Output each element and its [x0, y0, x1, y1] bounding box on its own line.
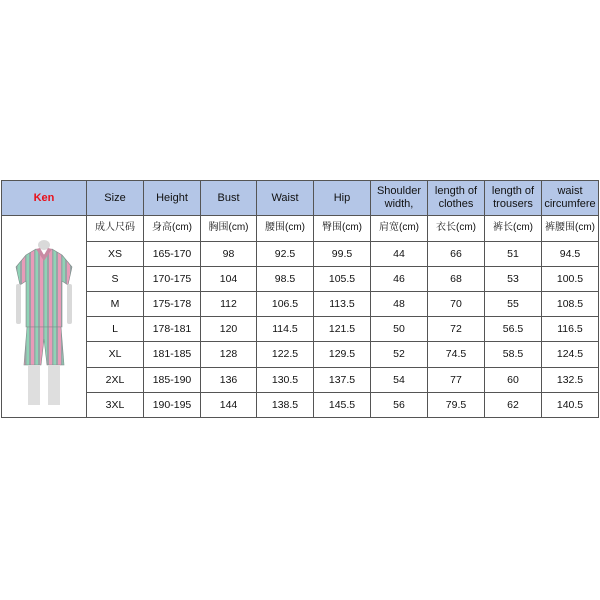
table-cell: 55 — [485, 291, 542, 316]
table-cell: 121.5 — [314, 317, 371, 342]
subheader-cell: 身高(cm) — [144, 216, 201, 241]
subheader-cell: 裤长(cm) — [485, 216, 542, 241]
table-cell: 51 — [485, 241, 542, 266]
table-cell: 58.5 — [485, 342, 542, 367]
table-cell: 94.5 — [542, 241, 599, 266]
table-cell: 72 — [428, 317, 485, 342]
table-row — [2, 342, 599, 367]
table-cell: 3XL — [87, 392, 144, 417]
table-cell: 165-170 — [144, 241, 201, 266]
table-cell: 92.5 — [257, 241, 314, 266]
table-cell: 99.5 — [314, 241, 371, 266]
table-cell: 137.5 — [314, 367, 371, 392]
table-cell: 175-178 — [144, 291, 201, 316]
table-row — [2, 291, 599, 316]
table-cell: 62 — [485, 392, 542, 417]
table-cell: 122.5 — [257, 342, 314, 367]
table-cell: 53 — [485, 266, 542, 291]
header-row — [2, 181, 599, 216]
header-cell: Size — [87, 181, 144, 216]
table-cell: 77 — [428, 367, 485, 392]
table-cell: 130.5 — [257, 367, 314, 392]
table-cell: 60 — [485, 367, 542, 392]
left-leg — [28, 365, 40, 405]
table-row — [2, 241, 599, 266]
table-cell: 46 — [371, 266, 428, 291]
subheader-row — [2, 216, 599, 241]
table-cell: 114.5 — [257, 317, 314, 342]
right-arm — [67, 284, 72, 324]
table-cell: 124.5 — [542, 342, 599, 367]
table-cell: S — [87, 266, 144, 291]
table-cell: 132.5 — [542, 367, 599, 392]
table-cell: XL — [87, 342, 144, 367]
table-cell: 145.5 — [314, 392, 371, 417]
table-cell: 68 — [428, 266, 485, 291]
table-cell: 120 — [201, 317, 257, 342]
table-cell: 136 — [201, 367, 257, 392]
subheader-cell: 胸围(cm) — [201, 216, 257, 241]
table-cell: 56 — [371, 392, 428, 417]
table-cell: 104 — [201, 266, 257, 291]
size-chart-table — [1, 180, 599, 418]
table-cell: 98.5 — [257, 266, 314, 291]
header-cell: Height — [144, 181, 201, 216]
header-cell: Hip — [314, 181, 371, 216]
table-cell: 54 — [371, 367, 428, 392]
product-image — [4, 227, 84, 407]
table-cell: 50 — [371, 317, 428, 342]
table-row — [2, 367, 599, 392]
table-cell: 129.5 — [314, 342, 371, 367]
table-cell: 105.5 — [314, 266, 371, 291]
subheader-cell: 成人尺码 — [87, 216, 144, 241]
table-row — [2, 317, 599, 342]
table-cell: 100.5 — [542, 266, 599, 291]
table-cell: 178-181 — [144, 317, 201, 342]
header-cell: Bust — [201, 181, 257, 216]
shorts — [24, 327, 64, 365]
left-arm — [16, 284, 21, 324]
table-cell: 138.5 — [257, 392, 314, 417]
table-cell: 112 — [201, 291, 257, 316]
header-cell: Waist — [257, 181, 314, 216]
table-cell: 113.5 — [314, 291, 371, 316]
table-cell: 79.5 — [428, 392, 485, 417]
table-cell: 66 — [428, 241, 485, 266]
header-cell: length of trousers — [485, 181, 542, 216]
table-row — [2, 266, 599, 291]
product-image-cell — [2, 216, 87, 418]
table-cell: 185-190 — [144, 367, 201, 392]
table-row — [2, 392, 599, 417]
table-cell: 144 — [201, 392, 257, 417]
header-cell: Shoulder width, — [371, 181, 428, 216]
table-cell: 98 — [201, 241, 257, 266]
brand-label: Ken — [2, 181, 87, 216]
table-cell: 48 — [371, 291, 428, 316]
table-cell: 74.5 — [428, 342, 485, 367]
subheader-cell: 腰围(cm) — [257, 216, 314, 241]
table-cell: 44 — [371, 241, 428, 266]
table-cell: 140.5 — [542, 392, 599, 417]
table-cell: 56.5 — [485, 317, 542, 342]
table-cell: 108.5 — [542, 291, 599, 316]
subheader-cell: 衣长(cm) — [428, 216, 485, 241]
header-cell: length of clothes — [428, 181, 485, 216]
table-cell: 181-185 — [144, 342, 201, 367]
header-cell: waist circumfere — [542, 181, 599, 216]
right-leg — [48, 365, 60, 405]
table-cell: M — [87, 291, 144, 316]
subheader-cell: 臀围(cm) — [314, 216, 371, 241]
table-cell: 170-175 — [144, 266, 201, 291]
table-cell: XS — [87, 241, 144, 266]
table-cell: 106.5 — [257, 291, 314, 316]
table-cell: L — [87, 317, 144, 342]
table-cell: 70 — [428, 291, 485, 316]
table-cell: 128 — [201, 342, 257, 367]
table-cell: 116.5 — [542, 317, 599, 342]
table-cell: 52 — [371, 342, 428, 367]
subheader-cell: 裤腰围(cm) — [542, 216, 599, 241]
table-cell: 190-195 — [144, 392, 201, 417]
table-cell: 2XL — [87, 367, 144, 392]
subheader-cell: 肩宽(cm) — [371, 216, 428, 241]
